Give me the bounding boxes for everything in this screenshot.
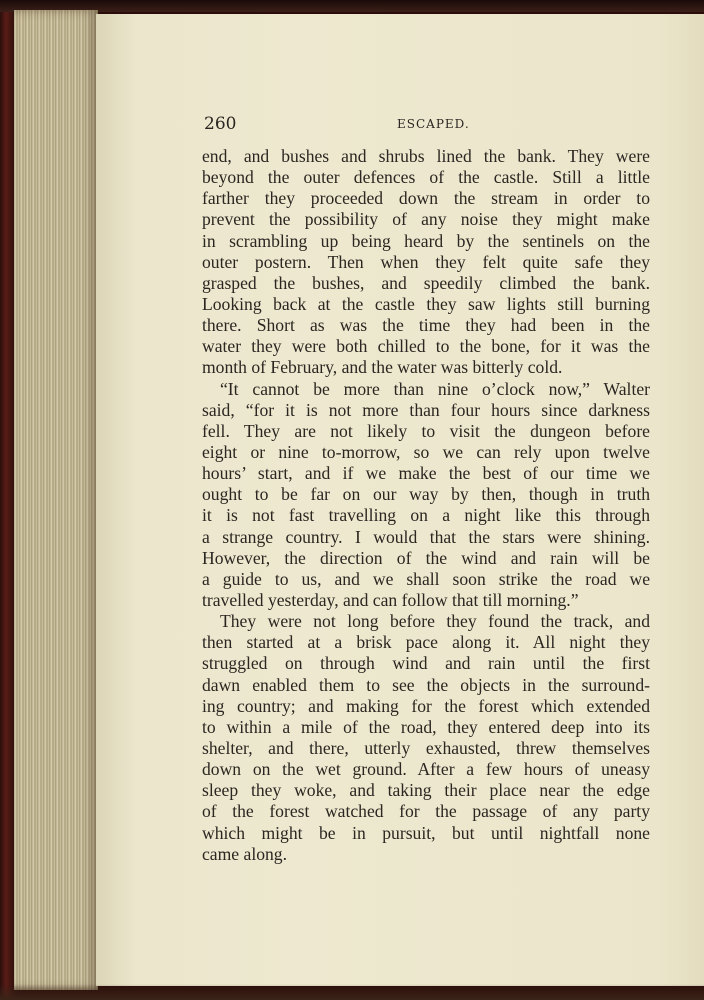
bottom-shadow	[0, 984, 704, 1000]
page-number: 260	[204, 114, 237, 134]
text-line: prevent the possibility of any noise they might make	[202, 209, 650, 230]
text-line: down on the wet ground. After a few hours of uneasy	[202, 759, 650, 780]
text-line: “It cannot be more than nine o’clock now,” Walter	[220, 378, 650, 399]
text-line: dawn enabled them to see the objects in the surround-	[202, 674, 650, 695]
text-line: farther they proceeded down the stream in order to	[202, 188, 650, 209]
text-line: in scrambling up being heard by the sentinels on the	[202, 230, 650, 251]
text-line: eight or nine to-morrow, so we can rely upon twelve	[202, 441, 650, 462]
text-line: of the forest watched for the passage of any party	[202, 801, 650, 822]
text-line: to within a mile of the road, they entered deep into its	[202, 716, 650, 737]
text-line: a strange country. I would that the stars were shining.	[202, 526, 650, 547]
text-line: month of February, and the water was bitterly cold.	[202, 357, 563, 378]
text-line: However, the direction of the wind and rain will be	[202, 547, 650, 568]
text-line: outer postern. Then when they felt quite safe they	[202, 251, 650, 272]
body-text	[202, 146, 650, 865]
text-line: came along.	[202, 843, 287, 864]
text-line: hours’ start, and if we make the best of our time we	[202, 463, 650, 484]
text-line: ing country; and making for the forest which extended	[202, 695, 650, 716]
text-line: fell. They are not likely to visit the dungeon before	[202, 420, 650, 441]
text-line: struggled on through wind and rain until the first	[202, 653, 650, 674]
text-line: said, “for it is not more than four hours since darkness	[202, 399, 650, 420]
text-line: it is not fast travelling on a night like this through	[202, 505, 650, 526]
text-line: which might be in pursuit, but until nightfall none	[202, 822, 650, 843]
text-line: a guide to us, and we shall soon strike the road we	[202, 568, 650, 589]
text-line: beyond the outer defences of the castle. Still a little	[202, 167, 650, 188]
text-line: water they were both chilled to the bone, for it was the	[202, 336, 650, 357]
text-line: end, and bushes and shrubs lined the bank. They were	[202, 146, 650, 166]
page-edges	[14, 10, 98, 990]
text-line: grasped the bushes, and speedily climbed the bank.	[202, 272, 650, 293]
text-line: travelled yesterday, and can follow that till morning.”	[202, 589, 579, 610]
top-shadow	[0, 0, 704, 12]
text-line: shelter, and there, utterly exhausted, threw themselves	[202, 737, 650, 758]
text-line: They were not long before they found the track, and	[220, 611, 650, 632]
page-header	[204, 114, 650, 136]
text-line: Looking back at the castle they saw lights still burning	[202, 293, 650, 314]
running-head: ESCAPED.	[397, 117, 470, 131]
text-line: then started at a brisk pace along it. All night they	[202, 632, 650, 653]
text-line: ought to be far on our way by then, though in truth	[202, 484, 650, 505]
text-line: sleep they woke, and taking their place near the edge	[202, 780, 650, 801]
text-line: there. Short as was the time they had been in the	[202, 315, 650, 336]
